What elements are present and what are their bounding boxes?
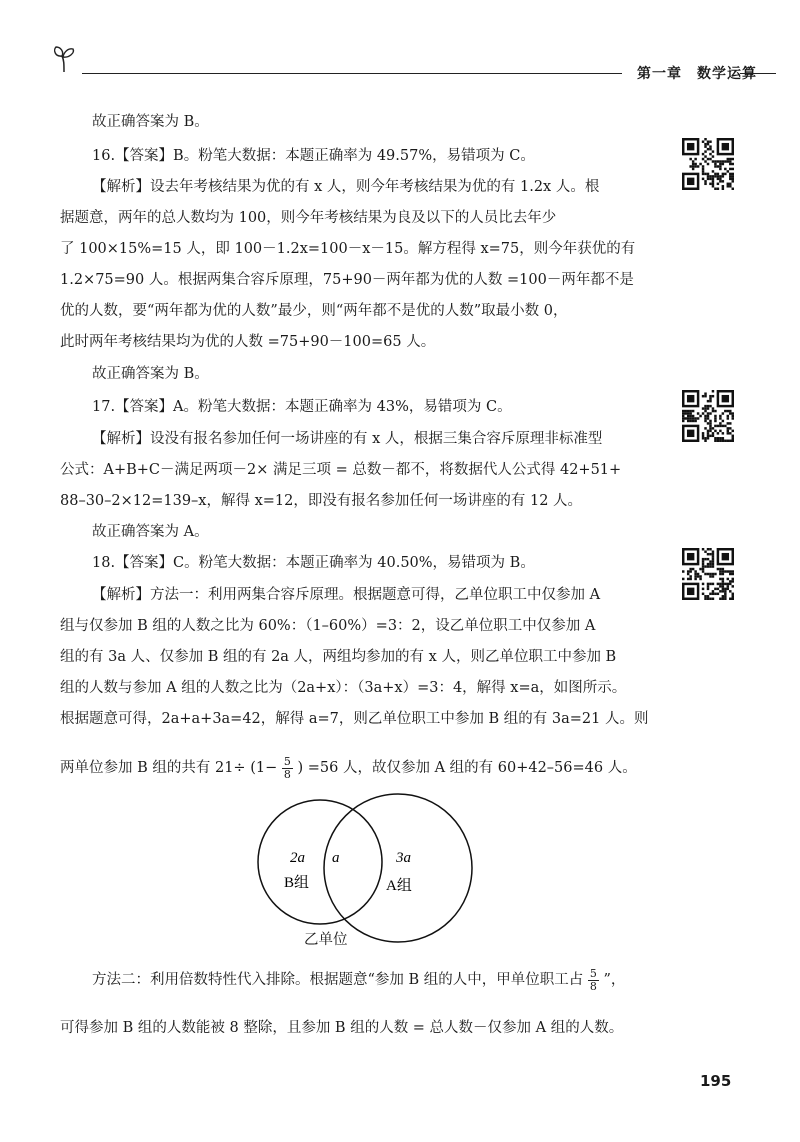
b-group-circle [258,800,382,924]
fraction-numerator: 5 [589,966,597,980]
answer-line: 故正确答案为 B。 [92,114,209,130]
q18-analysis: 组的有 3a 人、仅参加 B 组的有 2a 人，两组均参加的有 x 人，则乙单位职工中参加 B [60,649,617,665]
q16-analysis: 【解析】设去年考核结果为优的有 x 人，则今年考核结果为优的有 1.2x 人。根 [92,179,600,195]
q17-analysis: 公式：A+B+C－满足两项－2× 满足三项 = 总数－都不，将数据代人公式得 42+51+ [60,462,622,478]
left-label: B组 [284,875,310,891]
q17-answer: 17.【答案】A。粉笔大数据：本题正确率为 43%，易错项为 C。 [92,399,512,415]
calc-line [60,754,660,782]
qr-code-icon [682,138,734,190]
q18-analysis: 【解析】方法一：利用两集合容斥原理。根据题意可得，乙单位职工中仅参加 A [92,587,601,603]
fraction-numerator: 5 [283,754,291,768]
q17-analysis: 【解析】设没有报名参加任何一场讲座的有 x 人，根据三集合容斥原理非标准型 [92,431,603,447]
header-rule-right [740,73,776,74]
left-value: 2a [290,850,305,866]
fraction-denominator: 8 [589,979,597,993]
q16-answer: 16.【答案】B。粉笔大数据：本题正确率为 49.57%，易错项为 C。 [92,148,535,164]
q16-analysis: 此时两年考核结果均为优的人数 =75+90－100=65 人。 [60,334,436,350]
header-rule [82,73,622,74]
fraction [588,968,599,993]
q18-analysis: 根据题意可得，2a+a+3a=42，解得 a=7，则乙单位职工中参加 B 组的有 3a=21 人。则 [60,711,649,727]
calc-text: 两单位参加 B 组的共有 21÷ [60,760,246,776]
q18-answer: 18.【答案】C。粉笔大数据：本题正确率为 40.50%，易错项为 B。 [92,555,535,571]
q16-analysis: 1.2×75=90 人。根据两集合容斥原理，75+90－两年都为优的人数 =100－两年都不是 [60,272,634,288]
method2-text: ”， [603,972,626,988]
q17-analysis: 88–30–2×12=139–x，解得 x=12，即没有报名参加任何一场讲座的有 12 人。 [60,493,583,509]
right-label: A组 [386,878,412,894]
method2-line [92,965,692,995]
page-number: 195 [700,1072,732,1090]
sprout-icon [52,44,78,74]
chapter-title: 第一章 数学运算 [637,66,757,82]
right-value: 3a [396,850,411,866]
q18-analysis: 组与仅参加 B 组的人数之比为 60%：（1–60%）=3：2，设乙单位职工中仅参加 A [60,618,596,634]
q16-analysis: 据题意，两年的总人数均为 100，则今年考核结果为良及以下的人员比去年少 [60,210,557,226]
venn-diagram [250,790,490,950]
qr-code-icon [682,548,734,600]
venn-caption: 乙单位 [304,932,348,948]
fraction-denominator: 8 [283,767,291,781]
a-group-circle [324,794,472,942]
qr-code-icon [682,390,734,442]
paren-close: ) [297,760,304,776]
q16-analysis: 了 100×15%=15 人，即 100－1.2x=100－x－15。解方程得 x=75，则今年获优的有 [60,241,636,257]
q18-analysis: 组的人数与参加 A 组的人数之比为（2a+x）：（3a+x）=3：4，解得 x=a，如图所示。 [60,680,627,696]
paren-open: (1− [250,760,278,776]
q16-analysis: 优的人数，要“两年都为优的人数”最少，则“两年都不是优的人数”取最小数 0， [60,303,568,319]
method2-line2: 可得参加 B 组的人数能被 8 整除，且参加 B 组的人数 = 总人数－仅参加 A 组的人数。 [60,1020,624,1036]
page-header [52,44,772,84]
method2-text: 方法二：利用倍数特性代入排除。根据题意“参加 B 组的人中，甲单位职工占 [92,972,584,988]
middle-value: a [332,850,340,866]
calc-text: =56 人，故仅参加 A 组的有 60+42–56=46 人。 [307,760,637,776]
fraction [282,756,293,781]
answer-line: 故正确答案为 B。 [92,366,209,382]
answer-line: 故正确答案为 A。 [92,524,209,540]
